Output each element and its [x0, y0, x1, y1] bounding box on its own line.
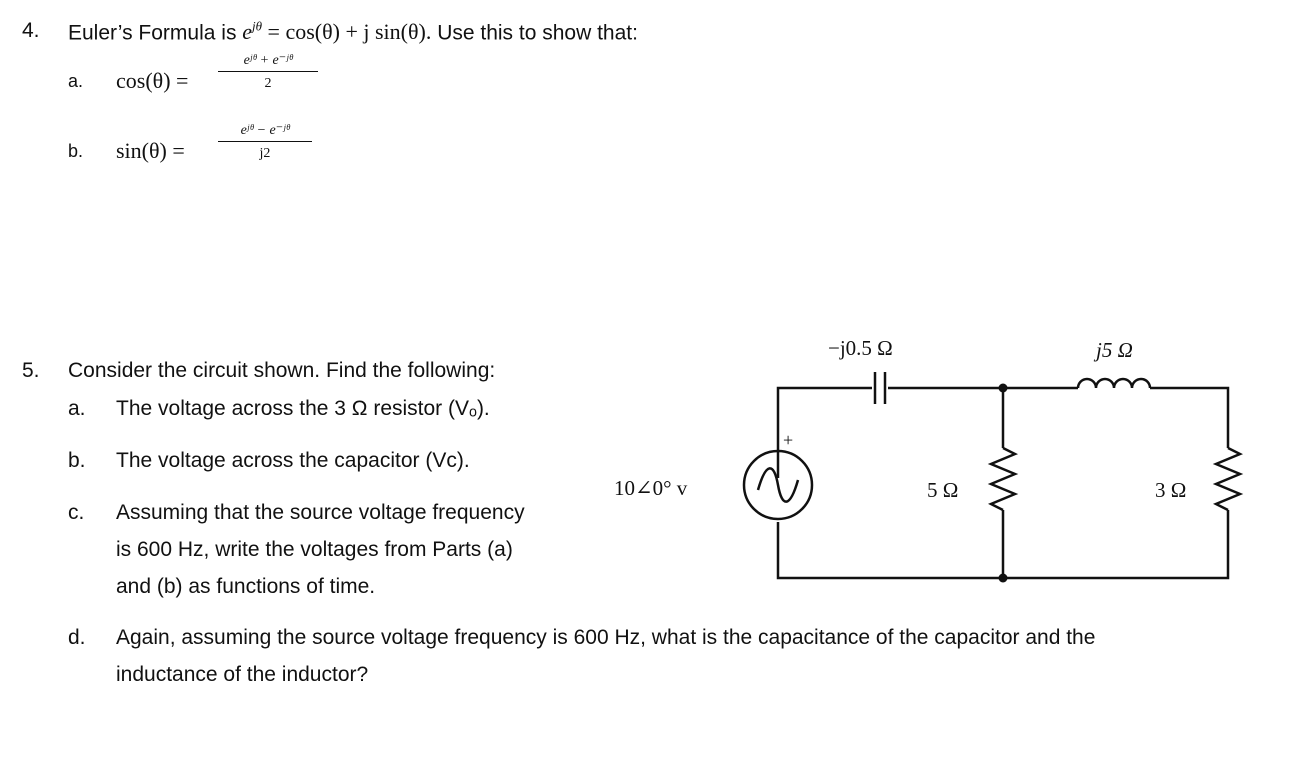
inductor-coil [1078, 379, 1150, 388]
q4b-lhs: sin(θ) = [116, 138, 185, 163]
q5c-line2: is 600 Hz, write the voltages from Parts (a) [116, 538, 513, 561]
q4-formula-rhs: = cos(θ) + j sin(θ). [262, 19, 432, 45]
q5-lead: Consider the circuit shown. Find the following: [68, 359, 496, 382]
q5c-label: c. [68, 501, 85, 524]
q4a-label: a. [68, 71, 84, 91]
source-label: 10∠0° v [614, 476, 688, 500]
q4-number: 4. [22, 19, 40, 42]
resistor2-label: 3 Ω [1155, 478, 1187, 502]
q5d-label: d. [68, 626, 86, 649]
q4-formula [242, 19, 431, 44]
q4b-denominator: j2 [259, 146, 271, 161]
wire-ind-to-right [1150, 388, 1228, 448]
q4a-numerator: eʲᶿ + e⁻ʲᶿ [218, 52, 318, 72]
source-polarity: + [783, 430, 794, 450]
q5b-label: b. [68, 449, 86, 472]
capacitor-label: −j0.5 Ω [828, 336, 893, 360]
resistor-3ohm [1216, 448, 1240, 510]
inductor-label: j5 Ω [1096, 338, 1133, 362]
q4-lead: Euler’s Formula is [68, 21, 243, 45]
q4b-label: b. [68, 141, 84, 161]
wire-left-top [778, 388, 872, 478]
resistor-5ohm [991, 448, 1015, 510]
ac-sine-icon [758, 468, 798, 501]
q5a-label: a. [68, 397, 86, 420]
q4-tail: Use this to show that: [431, 21, 638, 45]
q4-statement [68, 20, 638, 43]
q4-formula-exponent: jθ [252, 19, 263, 34]
q4b-numerator: eʲᶿ − e⁻ʲᶿ [218, 122, 312, 142]
q4a-denominator: 2 [264, 76, 272, 91]
node-top [999, 384, 1008, 393]
q4-formula-base: e [242, 19, 253, 45]
wire-right-bottom [778, 510, 1228, 578]
q5b-text: The voltage across the capacitor (Vᴄ). [116, 449, 470, 472]
q5d-line2: inductance of the inductor? [116, 663, 369, 686]
q4a-fraction [218, 52, 318, 92]
q5-number: 5. [22, 359, 40, 382]
q5c-line3: and (b) as functions of time. [116, 575, 376, 598]
q4b-fraction [218, 122, 312, 162]
q5c-line1: Assuming that the source voltage frequency [116, 501, 525, 524]
node-bottom [999, 574, 1008, 583]
q4a-lhs: cos(θ) = [116, 68, 189, 93]
ac-source [744, 451, 812, 519]
q5a-text: The voltage across the 3 Ω resistor (Vₒ). [116, 397, 490, 420]
q5d-line1: Again, assuming the source voltage frequency is 600 Hz, what is the capacitance of the capacitor and the [116, 626, 1096, 649]
resistor1-label: 5 Ω [927, 478, 959, 502]
